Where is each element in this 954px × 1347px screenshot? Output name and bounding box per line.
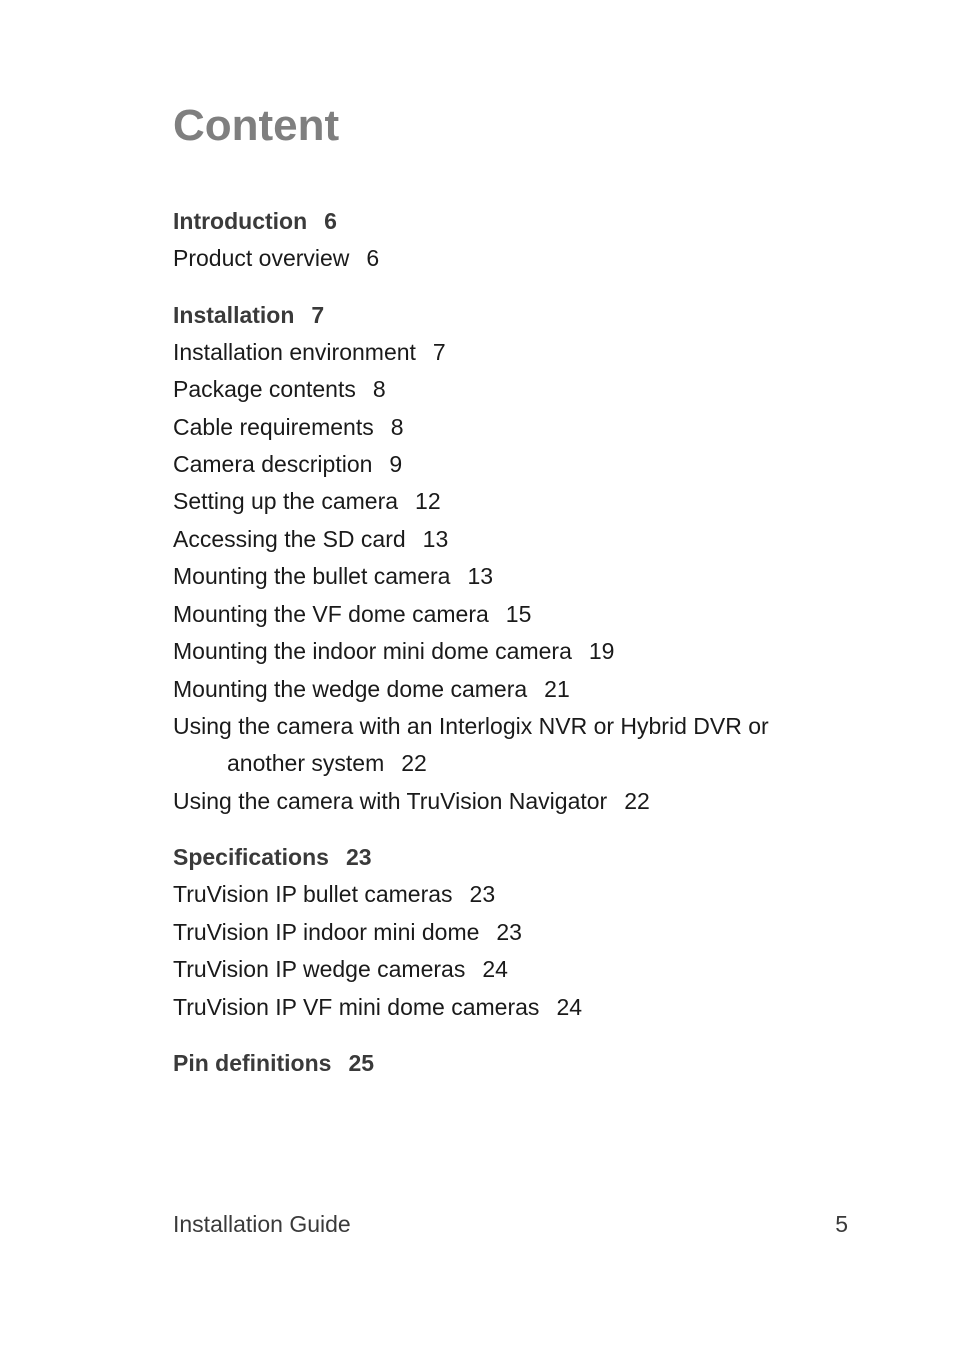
toc-entry-camera-description[interactable] bbox=[173, 450, 402, 478]
toc-entry-label: Mounting the bullet camera bbox=[173, 563, 451, 589]
toc-entry-mounting-wedge[interactable] bbox=[173, 675, 570, 703]
toc-entry-label: Pin definitions bbox=[173, 1050, 332, 1076]
toc-entry-using-truvision-navigator[interactable] bbox=[173, 787, 650, 815]
toc-entry-label: Cable requirements bbox=[173, 414, 374, 440]
toc-entry-page: 9 bbox=[389, 451, 403, 477]
toc-entry-page: 7 bbox=[311, 302, 325, 328]
page-title: Content bbox=[173, 101, 340, 150]
toc-entry-page: 12 bbox=[415, 488, 441, 514]
toc-entry-page: 19 bbox=[588, 638, 615, 664]
toc-entry-page: 25 bbox=[348, 1050, 375, 1076]
toc-entry-mounting-vf-dome[interactable] bbox=[173, 600, 531, 628]
toc-entry-page: 13 bbox=[467, 563, 494, 589]
toc-entry-page: 13 bbox=[422, 526, 449, 552]
toc-entry-page: 24 bbox=[556, 994, 583, 1020]
toc-entry-label: Mounting the VF dome camera bbox=[173, 601, 489, 627]
toc-entry-label: TruVision IP wedge cameras bbox=[173, 956, 466, 982]
toc-entry-label: Mounting the indoor mini dome camera bbox=[173, 638, 572, 664]
footer-page-number: 5 bbox=[835, 1211, 848, 1237]
toc-entry-pin-definitions[interactable] bbox=[173, 1049, 374, 1077]
toc-entry-package-contents[interactable] bbox=[173, 375, 386, 403]
toc-entry-label: Product overview bbox=[173, 245, 350, 271]
toc-entry-page: 6 bbox=[366, 245, 380, 271]
toc-entry-spec-indoor-mini[interactable] bbox=[173, 918, 522, 946]
toc-entry-installation[interactable] bbox=[173, 301, 324, 329]
toc-entry-spec-vf-mini[interactable] bbox=[173, 993, 582, 1021]
toc-entry-label: Camera description bbox=[173, 451, 373, 477]
toc-entry-page: 23 bbox=[496, 919, 522, 945]
toc-entry-page: 23 bbox=[469, 881, 496, 907]
toc-entry-cable-requirements[interactable] bbox=[173, 413, 404, 441]
toc-entry-using-nvr[interactable] bbox=[173, 712, 769, 740]
toc-entry-using-nvr-continued[interactable] bbox=[227, 749, 427, 777]
toc-entry-label: TruVision IP indoor mini dome bbox=[173, 919, 480, 945]
toc-entry-accessing-sd[interactable] bbox=[173, 525, 448, 553]
toc-entry-page: 22 bbox=[401, 750, 427, 776]
toc-entry-spec-wedge[interactable] bbox=[173, 955, 508, 983]
toc-entry-page: 23 bbox=[345, 844, 372, 870]
toc-entry-label: Using the camera with TruVision Navigator bbox=[173, 788, 608, 814]
toc-entry-specifications[interactable] bbox=[173, 843, 372, 871]
toc-entry-label: Introduction bbox=[173, 208, 308, 234]
footer-guide-name: Installation Guide bbox=[173, 1211, 351, 1237]
toc-entry-label: Accessing the SD card bbox=[173, 526, 406, 552]
toc-entry-label: TruVision IP VF mini dome cameras bbox=[173, 994, 540, 1020]
toc-entry-label: Setting up the camera bbox=[173, 488, 399, 514]
toc-entry-page: 15 bbox=[505, 601, 532, 627]
toc-entry-label: another system bbox=[227, 750, 385, 776]
toc-entry-page: 21 bbox=[544, 676, 570, 702]
toc-entry-introduction[interactable] bbox=[173, 207, 337, 235]
toc-entry-product-overview[interactable] bbox=[173, 244, 379, 272]
toc-entry-installation-environment[interactable] bbox=[173, 338, 446, 366]
toc-entry-label: Installation bbox=[173, 302, 295, 328]
toc-entry-label: TruVision IP bullet cameras bbox=[173, 881, 453, 907]
toc-entry-label: Using the camera with an Interlogix NVR or Hybrid DVR or bbox=[173, 713, 769, 739]
toc-entry-page: 8 bbox=[390, 414, 404, 440]
toc-entry-page: 8 bbox=[372, 376, 386, 402]
toc-entry-label: Installation environment bbox=[173, 339, 416, 365]
toc-entry-page: 24 bbox=[482, 956, 508, 982]
toc-entry-page: 6 bbox=[324, 208, 337, 234]
toc-entry-mounting-bullet[interactable] bbox=[173, 562, 493, 590]
toc-entry-spec-bullet[interactable] bbox=[173, 880, 495, 908]
toc-entry-setting-up[interactable] bbox=[173, 487, 441, 515]
toc-entry-label: Mounting the wedge dome camera bbox=[173, 676, 528, 702]
toc-entry-page: 22 bbox=[624, 788, 650, 814]
toc-entry-label: Specifications bbox=[173, 844, 329, 870]
toc-entry-label: Package contents bbox=[173, 376, 356, 402]
toc-entry-page: 7 bbox=[432, 339, 446, 365]
toc-entry-mounting-indoor-mini[interactable] bbox=[173, 637, 614, 665]
